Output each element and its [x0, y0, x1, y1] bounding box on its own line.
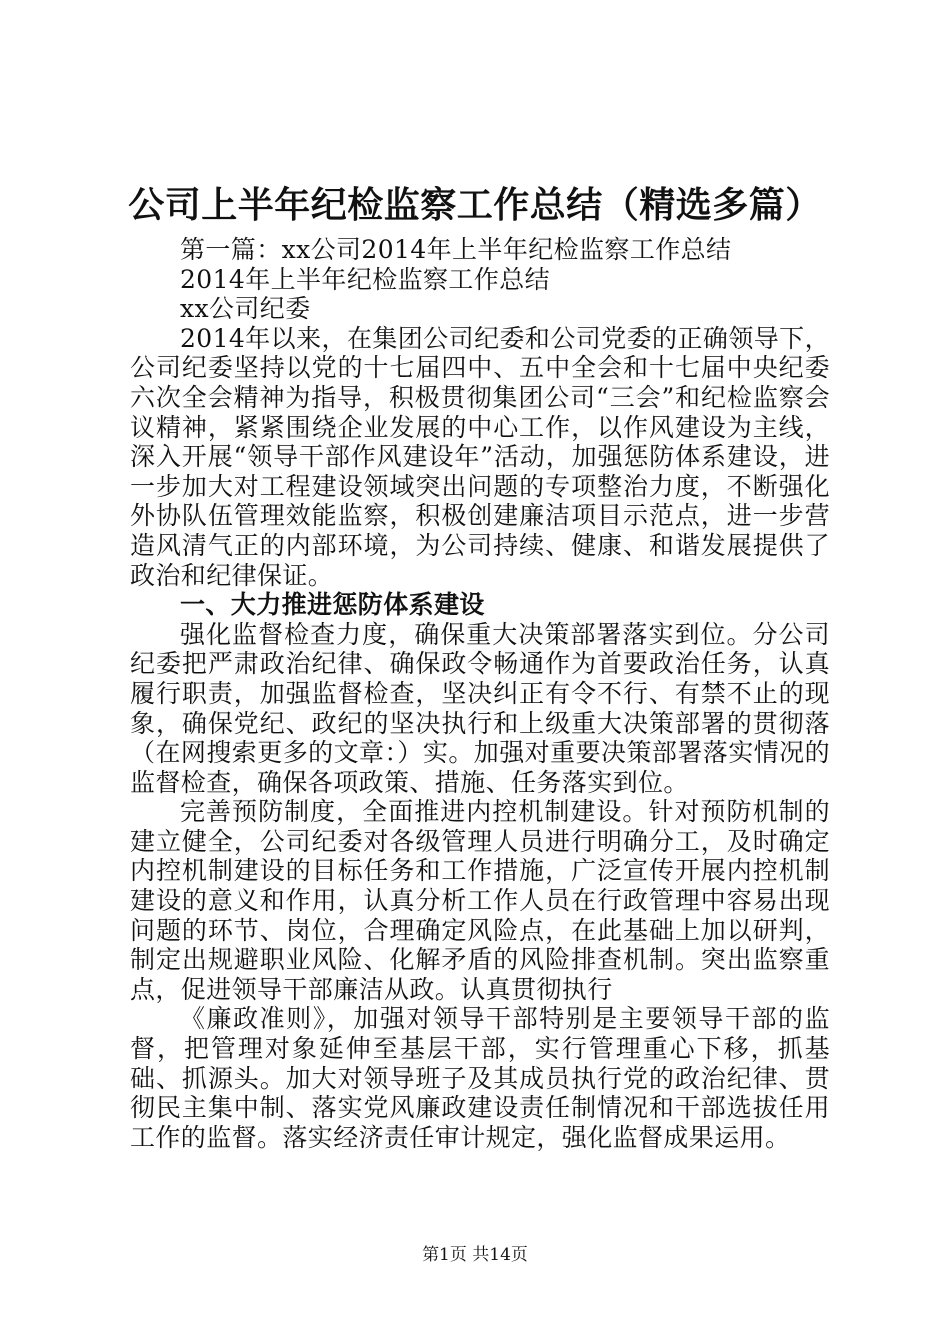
document-title: 公司上半年纪检监察工作总结（精选多篇）	[128, 185, 822, 226]
document-body	[130, 235, 830, 1152]
section-heading: 一、大力推进惩防体系建设	[180, 590, 485, 620]
subtitle-line: 2014年上半年纪检监察工作总结	[180, 264, 551, 294]
author-line: xx公司纪委	[180, 294, 311, 324]
body-paragraph: 完善预防制度，全面推进内控机制建设。针对预防机制的建立健全，公司纪委对各级管理人员进行明确分工，及时确定内控机制建设的目标任务和工作措施，广泛宣传开展内控机制建设的意义和作用，认真分析工作人员在行政管理中容易出现问题的环节、岗位，合理确定风险点，在此基础上加以研判，制定出规避职业风险、化解矛盾的风险排查机制。突出监察重点，促进领导干部廉洁从政。认真贯彻执行	[130, 797, 830, 1004]
body-paragraph: 2014年以来，在集团公司纪委和公司党委的正确领导下，公司纪委坚持以党的十七届四中、五中全会和十七届中央纪委六次全会精神为指导，积极贯彻集团公司“三会”和纪检监察会议精神，紧紧围绕企业发展的中心工作，以作风建设为主线，深入开展“领导干部作风建设年”活动，加强惩防体系建设，进一步加大对工程建设领域突出问题的专项整治力度，不断强化外协队伍管理效能监察，积极创建廉洁项目示范点，进一步营造风清气正的内部环境，为公司持续、健康、和谐发展提供了政治和纪律保证。	[130, 323, 830, 590]
body-paragraph: 《廉政准则》，加强对领导干部特别是主要领导干部的监督，把管理对象延伸至基层干部，实行管理重心下移，抓基础、抓源头。加大对领导班子及其成员执行党的政治纪律、贯彻民主集中制、落实党风廉政建设责任制情况和干部选拔任用工作的监督。落实经济责任审计规定，强化监督成果运用。	[130, 1004, 830, 1152]
body-paragraph: 强化监督检查力度，确保重大决策部署落实到位。分公司纪委把严肃政治纪律、确保政令畅通作为首要政治任务，认真履行职责，加强监督检查，坚决纠正有令不行、有禁不止的现象，确保党纪、政纪的坚决执行和上级重大决策部署的贯彻落（在网搜索更多的文章：）实。加强对重要决策部署落实情况的监督检查，确保各项政策、措施、任务落实到位。	[130, 619, 830, 797]
section-title-line: 第一篇：xx公司2014年上半年纪检监察工作总结	[180, 235, 732, 264]
page-number-footer: 第1页 共14页	[422, 1245, 528, 1265]
